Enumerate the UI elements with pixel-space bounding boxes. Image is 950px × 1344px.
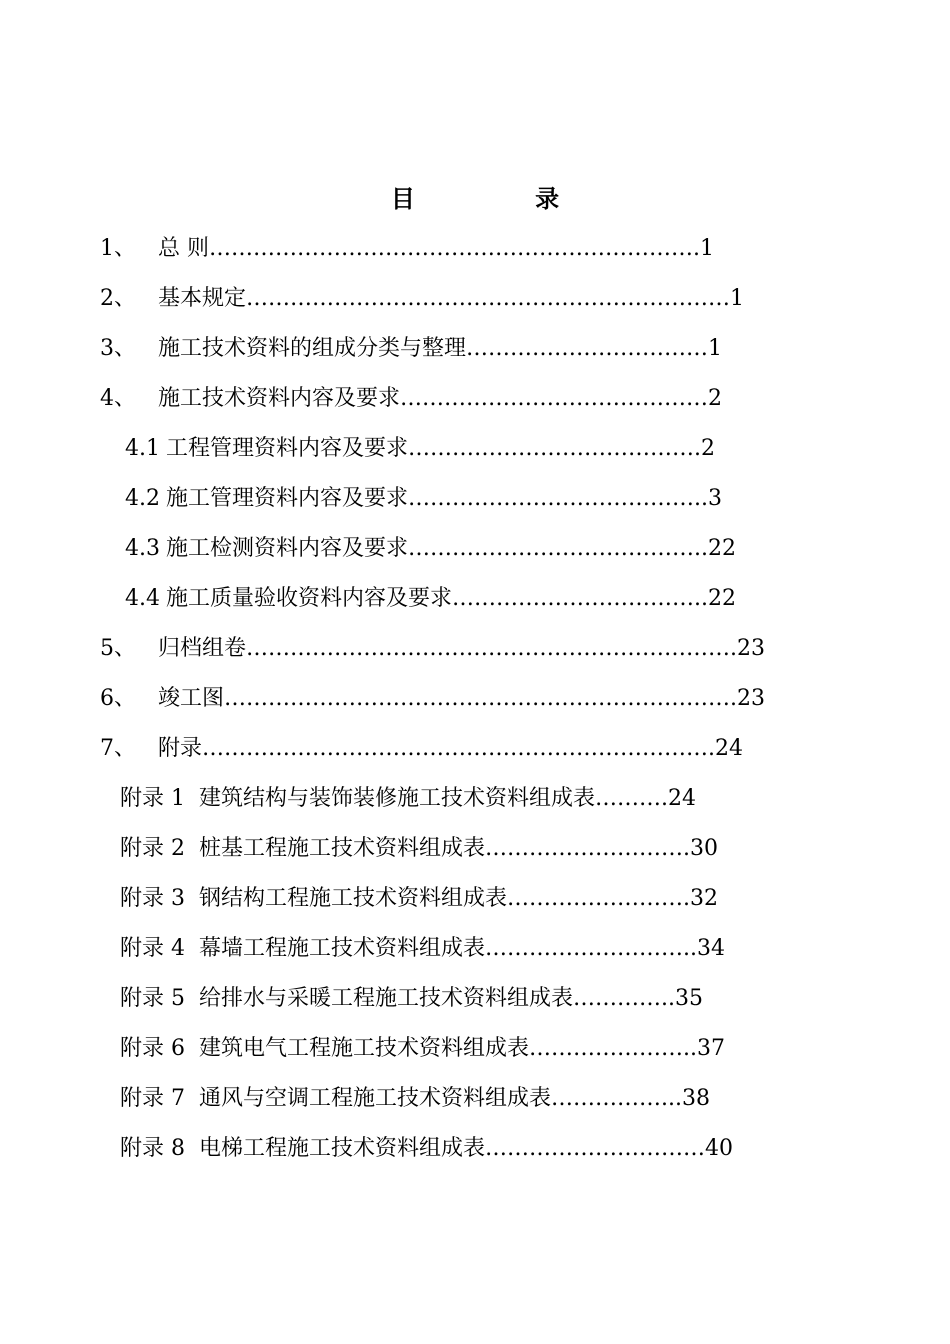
entry-leader: …………………………………	[408, 486, 695, 511]
entry-page: .24	[661, 786, 697, 811]
toc-appendix-5[interactable]	[120, 984, 703, 1014]
entry-number: 附录 6	[120, 1036, 185, 1061]
entry-number: 6、	[100, 686, 136, 711]
toc-appendix-8[interactable]	[120, 1134, 733, 1164]
toc-appendix-1[interactable]	[120, 784, 696, 814]
entry-leader: …………………	[529, 1036, 684, 1061]
entry-page: .24	[708, 736, 744, 761]
entry-page: ..34	[683, 936, 725, 961]
entry-page: .23	[730, 636, 766, 661]
entry-page: ..22	[694, 586, 736, 611]
entry-number: 附录 2	[120, 836, 185, 861]
entry-page: .30	[683, 836, 719, 861]
toc-entry-4-4[interactable]	[125, 584, 736, 614]
entry-leader: …………………………	[485, 1136, 706, 1161]
entry-number: 1、	[100, 236, 136, 261]
entry-page: ..3	[694, 486, 722, 511]
entry-leader: ……………………………	[466, 336, 709, 361]
toc-entry-1[interactable]	[100, 234, 714, 264]
entry-title: 桩基工程施工技术资料组成表	[199, 836, 486, 861]
entry-leader: ……………………………	[452, 586, 695, 611]
entry-page: .32	[683, 886, 719, 911]
toc-entry-4-2[interactable]	[125, 484, 722, 514]
entry-title: 基本规定	[158, 286, 247, 311]
entry-leader: …………	[573, 986, 662, 1011]
toc-entry-2[interactable]	[100, 284, 744, 314]
entry-page: ...38	[661, 1086, 710, 1111]
entry-title: 施工技术资料的组成分类与整理	[158, 336, 467, 361]
entry-leader: …………………………………………………………	[246, 636, 731, 661]
entry-number: 4.4	[125, 586, 160, 611]
entry-leader: …………………………………………………………	[246, 286, 731, 311]
entry-page: .1	[693, 236, 714, 261]
entry-leader: ……………………	[507, 886, 684, 911]
entry-number: 2、	[100, 286, 136, 311]
toc-appendix-3[interactable]	[120, 884, 718, 914]
entry-title: 施工质量验收资料内容及要求	[166, 586, 453, 611]
entry-title: 施工管理资料内容及要求	[166, 486, 409, 511]
toc-entry-7[interactable]	[100, 734, 743, 764]
entry-leader: …………………………………………………………	[209, 236, 693, 261]
entry-number: 4.1	[125, 436, 160, 461]
toc-appendix-7[interactable]	[120, 1084, 710, 1114]
entry-page: ..22	[694, 536, 736, 561]
entry-number: 5、	[100, 636, 136, 661]
toc-appendix-4[interactable]	[120, 934, 725, 964]
entry-leader: ……………	[551, 1086, 662, 1111]
toc-entry-3[interactable]	[100, 334, 722, 364]
entry-number: 附录 4	[120, 936, 185, 961]
entry-title: 工程管理资料内容及要求	[166, 436, 409, 461]
toc-entry-5[interactable]	[100, 634, 765, 664]
entry-number: 附录 7	[120, 1086, 185, 1111]
entry-page: 40	[705, 1136, 734, 1161]
toc-appendix-6[interactable]	[120, 1034, 725, 1064]
entry-title: 施工检测资料内容及要求	[166, 536, 409, 561]
toc-entry-4-3[interactable]	[125, 534, 736, 564]
entry-leader: ……………………………………	[400, 386, 709, 411]
entry-title: 归档组卷	[158, 636, 247, 661]
entry-number: 附录 5	[120, 986, 185, 1011]
toc-entry-4[interactable]	[100, 384, 722, 414]
entry-title: 钢结构工程施工技术资料组成表	[199, 886, 508, 911]
entry-number: 附录 3	[120, 886, 185, 911]
entry-title: 电梯工程施工技术资料组成表	[199, 1136, 486, 1161]
entry-title: 建筑结构与装饰装修施工技术资料组成表	[199, 786, 596, 811]
entry-number: 附录 1	[120, 786, 185, 811]
entry-leader: ……………………………………………………………	[224, 686, 731, 711]
entry-number: 3、	[100, 336, 136, 361]
entry-number: 4、	[100, 386, 136, 411]
entry-number: 7、	[100, 736, 136, 761]
toc-entry-6[interactable]	[100, 684, 765, 714]
entry-page: ..37	[683, 1036, 725, 1061]
entry-leader: ………………………	[485, 936, 684, 961]
entry-number: 附录 8	[120, 1136, 185, 1161]
entry-page: .23	[730, 686, 766, 711]
entry-title: 附录	[158, 736, 203, 761]
toc-entry-4-1[interactable]	[125, 434, 715, 464]
entry-title: 建筑电气工程施工技术资料组成表	[199, 1036, 530, 1061]
page-title: 目 录	[390, 184, 616, 213]
entry-leader: ………………………	[485, 836, 684, 861]
entry-page: ..35	[661, 986, 703, 1011]
entry-leader: ………	[595, 786, 662, 811]
entry-title: 通风与空调工程施工技术资料组成表	[199, 1086, 552, 1111]
entry-leader: ……………………………	[408, 436, 651, 461]
entry-title: 幕墙工程施工技术资料组成表	[199, 936, 486, 961]
entry-page: 1	[708, 336, 723, 361]
entry-number: 4.3	[125, 536, 160, 561]
entry-leader: ……………………………………………………………	[202, 736, 709, 761]
entry-title: 竣工图	[158, 686, 225, 711]
entry-page: 2	[708, 386, 723, 411]
entry-page: …….2	[650, 436, 716, 461]
entry-title: 施工技术资料内容及要求	[158, 386, 401, 411]
entry-title: 总 则	[158, 236, 209, 261]
entry-number: 4.2	[125, 486, 160, 511]
entry-leader: …………………………………	[408, 536, 695, 561]
entry-page: 1	[730, 286, 745, 311]
toc-appendix-2[interactable]	[120, 834, 718, 864]
entry-title: 给排水与采暖工程施工技术资料组成表	[199, 986, 574, 1011]
